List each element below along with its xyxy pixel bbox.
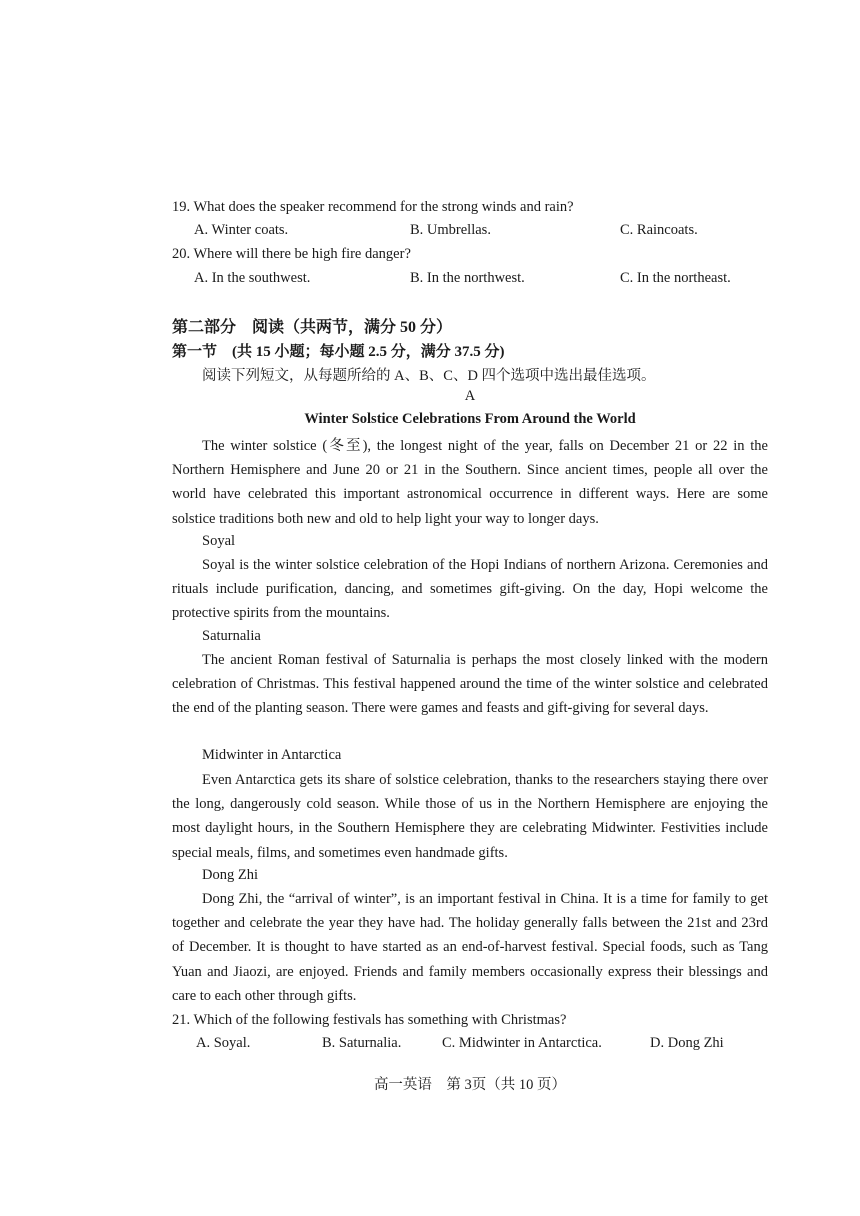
antarctica-paragraph <box>172 768 768 865</box>
dongzhi-text: Dong Zhi, the “arrival of winter”, is an important festival in China. It is a time for family to get together and celebrate the year they have had. The holiday generally falls between the 21st and 23rd of December. It is thought to have started as an end-of-harvest festival. Special foods, such as Tang Yuan and Jiaozi, are enjoyed. Friends and family members occasionally express their blessings and care to each other through gifts. <box>172 891 768 1004</box>
q20-option-b: B. In the northwest. <box>410 270 525 286</box>
antarctica-heading: Midwinter in Antarctica <box>202 747 342 763</box>
section-1-title: 第一节 (共 15 小题；每小题 2.5 分，满分 37.5 分) <box>172 344 505 360</box>
q21-option-b: B. Saturnalia. <box>322 1035 402 1051</box>
dongzhi-paragraph <box>172 887 768 1008</box>
page-footer: 高一英语 第 3页（共 10 页） <box>373 1077 567 1093</box>
soyal-heading: Soyal <box>202 533 236 549</box>
saturnalia-paragraph <box>172 648 768 721</box>
dongzhi-heading: Dong Zhi <box>202 867 258 883</box>
q20-option-a: A. In the southwest. <box>194 270 311 286</box>
q19-option-b: B. Umbrellas. <box>410 222 491 238</box>
q20-option-c: C. In the northeast. <box>620 270 731 286</box>
q21-option-c: C. Midwinter in Antarctica. <box>442 1035 602 1051</box>
saturnalia-heading: Saturnalia <box>202 628 261 644</box>
passage-intro-text: The winter solstice (冬至), the longest night of the year, falls on December 21 or 22 in the Northern Hemisphere and June 20 or 21 in the Southern. Since ancient times, people all over the world have celebrated this important astronomical occurrence in different ways. Here are some solstice traditions both new and old to help light your way to longer days. <box>172 438 768 527</box>
q21-option-d: D. Dong Zhi <box>650 1035 724 1051</box>
question-19-stem: 19. What does the speaker recommend for the strong winds and rain? <box>172 199 574 215</box>
q19-option-c: C. Raincoats. <box>620 222 698 238</box>
passage-intro <box>172 434 768 531</box>
question-20-stem: 20. Where will there be high fire danger? <box>172 246 411 262</box>
q19-option-a: A. Winter coats. <box>194 222 289 238</box>
question-21-stem: 21. Which of the following festivals has something with Christmas? <box>172 1012 567 1028</box>
soyal-paragraph <box>172 553 768 626</box>
soyal-text: Soyal is the winter solstice celebration of the Hopi Indians of northern Arizona. Ceremonies and rituals include purification, dancing, and sometimes gift-giving. On the day, Hopi welcome the protective spirits from the mountains. <box>172 557 768 622</box>
q21-option-a: A. Soyal. <box>196 1035 251 1051</box>
reading-instruction: 阅读下列短文，从每题所给的 A、B、C、D 四个选项中选出最佳选项。 <box>202 368 656 384</box>
part-2-title: 第二部分 阅读（共两节，满分 50 分） <box>172 319 453 336</box>
passage-title: Winter Solstice Celebrations From Around the World <box>304 411 636 427</box>
antarctica-text: Even Antarctica gets its share of solstice celebration, thanks to the researchers staying there over the long, dangerously cold season. While those of us in the Northern Hemisphere are enjoying the most daylight hours, in the Southern Hemisphere they are celebrating Midwinter. Festivities include special meals, films, and sometimes even handmade gifts. <box>172 772 768 861</box>
saturnalia-text: The ancient Roman festival of Saturnalia is perhaps the most closely linked with the modern celebration of Christmas. This festival happened around the time of the winter solstice and celebrated the end of the planting season. There were games and feasts and gift-giving for several days. <box>172 652 768 717</box>
passage-letter: A <box>464 388 476 404</box>
